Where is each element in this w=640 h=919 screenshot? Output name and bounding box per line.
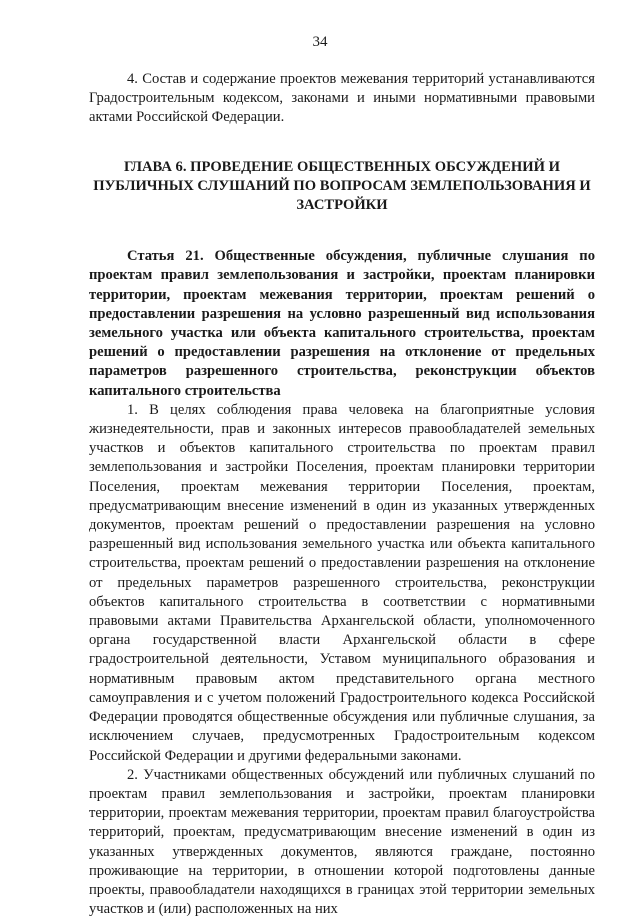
chapter-title: ГЛАВА 6. ПРОВЕДЕНИЕ ОБЩЕСТВЕННЫХ ОБСУЖДЕНИЙ И ПУБЛИЧНЫХ СЛУШАНИЙ ПО ВОПРОСАМ ЗЕМЛЕПОЛЬЗОВАНИЯ И ЗАСТРОЙКИ [93, 158, 591, 214]
clause-2: 2. Участниками общественных обсуждений или публичных слушаний по проектам правил землепользования и застройки, проектам планировки территории, проектам межевания территории, проектам правил благоустройства территорий, проектам, предусматривающим внесение изменений в один из указанных утвержденных документов, являются граждане, постоянно проживающие на территории, в отношении которой подготовлены данные проекты, правообладатели находящихся в границах этой территории земельных участков и (или) расположенных на них [89, 766, 595, 918]
paragraph-4: 4. Состав и содержание проектов межевания территорий устанавливаются Градостроительным кодексом, законами и иными нормативными правовыми актами Российской Федерации. [89, 71, 595, 126]
page-number: 34 [312, 34, 328, 50]
clause-1: 1. В целях соблюдения права человека на благоприятные условия жизнедеятельности, прав и законных интересов правообладателей земельных участков и объектов капитального строительства по проектам правил землепользования и застройки Поселения, проектам планировки территории Поселения, проектам межевания территории Поселения, проектам, предусматривающим внесение изменений в один из указанных утвержденных документов, проектам решений о предоставлении разрешения на условно разрешенный вид использования земельного участка или объекта капитального строительства, проектам решений о предоставлении разрешения на отклонение от предельных параметров разрешенного строительства, реконструкции объектов капитального строительства в соответствии с нормативными правовыми актами Правительства Архангельской области, уполномоченного органа государственной власти Архангельской области в сфере градостроительной деятельности, Уставом муниципального образования и нормативным правовым актом представительного органа местного самоуправления и с учетом положений Градостроительного кодекса Российской Федерации проводятся общественные обсуждения или публичные слушания, за исключением случаев, предусмотренных Градостроительным кодексом Российской Федерации и другими федеральными законами. [89, 401, 595, 764]
page-content [89, 70, 595, 919]
article-title: Статья 21. Общественные обсуждения, публичные слушания по проектам правил землепользования и застройки, проектам планировки территории, проектам межевания территории, проектам решений о предоставлении разрешения на условно разрешенный вид использования земельного участка или объекта капитального строительства, проектам решений о предоставлении разрешения на отклонение от предельных параметров разрешенного строительства, реконструкции объектов капитального строительства [89, 248, 595, 399]
